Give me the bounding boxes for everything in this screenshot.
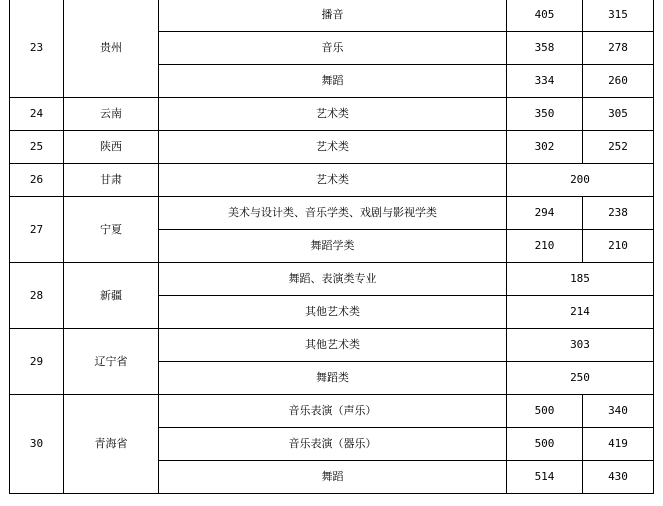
- merged-score-cell: 185: [507, 263, 654, 296]
- table-row: [10, 197, 654, 230]
- score-b-cell: 278: [583, 32, 654, 65]
- score-a-cell: 405: [507, 0, 583, 32]
- score-a-cell: 210: [507, 230, 583, 263]
- province-cell: 甘肃: [64, 164, 159, 197]
- score-b-cell: 315: [583, 0, 654, 32]
- row-number-cell: 27: [10, 197, 64, 263]
- score-a-cell: 334: [507, 65, 583, 98]
- merged-score-cell: 303: [507, 329, 654, 362]
- category-cell: 其他艺术类: [159, 329, 507, 362]
- merged-score-cell: 250: [507, 362, 654, 395]
- category-cell: 舞蹈学类: [159, 230, 507, 263]
- category-cell: 舞蹈类: [159, 362, 507, 395]
- category-cell: 舞蹈: [159, 65, 507, 98]
- row-number-cell: 28: [10, 263, 64, 329]
- score-table-body: [10, 0, 654, 494]
- table-row: [10, 131, 654, 164]
- score-a-cell: 294: [507, 197, 583, 230]
- score-a-cell: 302: [507, 131, 583, 164]
- row-number-cell: 30: [10, 395, 64, 494]
- category-cell: 舞蹈: [159, 461, 507, 494]
- row-number-cell: 29: [10, 329, 64, 395]
- score-b-cell: 340: [583, 395, 654, 428]
- score-b-cell: 419: [583, 428, 654, 461]
- row-number-cell: 24: [10, 98, 64, 131]
- row-number-cell: 26: [10, 164, 64, 197]
- table-row: [10, 263, 654, 296]
- category-cell: 舞蹈、表演类专业: [159, 263, 507, 296]
- score-b-cell: 252: [583, 131, 654, 164]
- table-row: [10, 329, 654, 362]
- row-number-cell: 25: [10, 131, 64, 164]
- score-b-cell: 210: [583, 230, 654, 263]
- province-cell: 陕西: [64, 131, 159, 164]
- province-cell: 宁夏: [64, 197, 159, 263]
- score-table: [9, 0, 654, 494]
- table-row: [10, 395, 654, 428]
- category-cell: 艺术类: [159, 98, 507, 131]
- province-cell: 新疆: [64, 263, 159, 329]
- table-row: [10, 0, 654, 32]
- merged-score-cell: 200: [507, 164, 654, 197]
- category-cell: 艺术类: [159, 164, 507, 197]
- score-b-cell: 430: [583, 461, 654, 494]
- category-cell: 音乐表演（器乐）: [159, 428, 507, 461]
- score-a-cell: 514: [507, 461, 583, 494]
- category-cell: 音乐表演（声乐）: [159, 395, 507, 428]
- category-cell: 播音: [159, 0, 507, 32]
- score-a-cell: 350: [507, 98, 583, 131]
- category-cell: 音乐: [159, 32, 507, 65]
- score-a-cell: 358: [507, 32, 583, 65]
- category-cell: 其他艺术类: [159, 296, 507, 329]
- merged-score-cell: 214: [507, 296, 654, 329]
- score-b-cell: 305: [583, 98, 654, 131]
- score-b-cell: 238: [583, 197, 654, 230]
- score-b-cell: 260: [583, 65, 654, 98]
- province-cell: 辽宁省: [64, 329, 159, 395]
- category-cell: 美术与设计类、音乐学类、戏剧与影视学类: [159, 197, 507, 230]
- table-row: [10, 98, 654, 131]
- province-cell: 青海省: [64, 395, 159, 494]
- score-a-cell: 500: [507, 428, 583, 461]
- score-a-cell: 500: [507, 395, 583, 428]
- table-row: [10, 164, 654, 197]
- row-number-cell: 23: [10, 0, 64, 98]
- category-cell: 艺术类: [159, 131, 507, 164]
- province-cell: 云南: [64, 98, 159, 131]
- province-cell: 贵州: [64, 0, 159, 98]
